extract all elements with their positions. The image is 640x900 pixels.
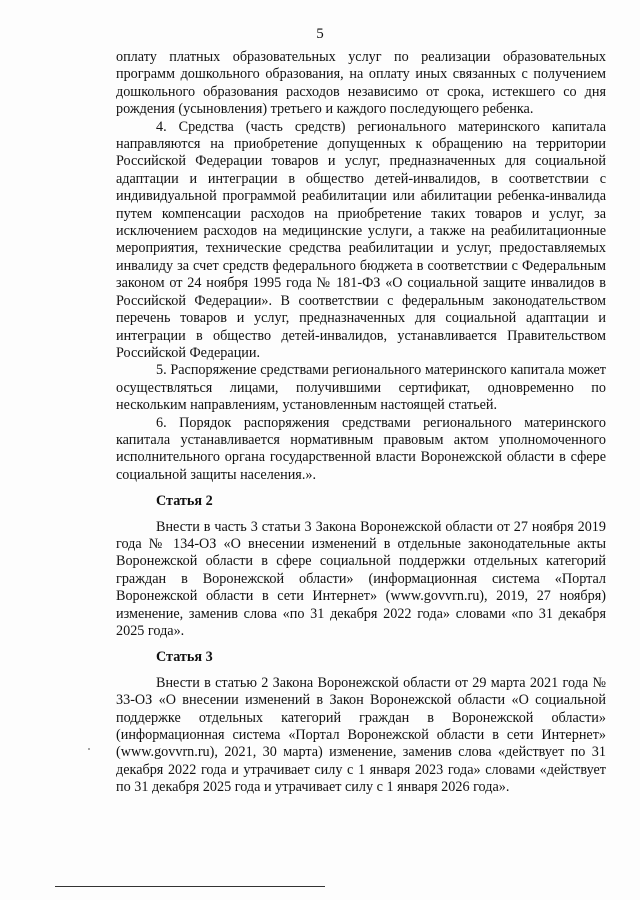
article-3-heading: Статья 3 <box>156 649 213 666</box>
paragraph-item-5: 5. Распоряжение средствами регионального материнского капитала может осуществляться лицами, получившими сертификат, одновременно по нескольким направлениям, установленным настоящей статьей. <box>116 362 606 414</box>
footer-rule <box>55 886 325 887</box>
paragraph-continuation: оплату платных образовательных услуг по реализации образовательных программ дошкольного образования, на оплату иных связанных с получением дошкольного образования расходов независимо от срока, истекшего со дня рождения (усыновления) третьего и каждого последующего ребенка. <box>116 49 606 118</box>
article-3-text: Внести в статью 2 Закона Воронежской области от 29 марта 2021 года № 33-ОЗ «О внесении изменений в Закон Воронежской области «О социальной поддержке отдельных категорий граждан в Воронежской области» (информационная система «Портал Воронежской области в сети Интернет» (www.govvrn.ru), 2021, 30 марта) изменение, заменив слова «действует по 31 декабря 2022 года и утрачивает силу с 1 января 2023 года» словами «действует по 31 декабря 2025 года и утрачивает силу с 1 января 2026 года». <box>116 674 606 796</box>
paragraph-item-6: 6. Порядок распоряжения средствами регионального материнского капитала устанавливается нормативным правовым актом уполномоченного исполнительного органа государственной власти Воронежской области в сфере социальной защиты населения.». <box>116 414 606 483</box>
article-2-text: Внести в часть 3 статьи 3 Закона Воронежской области от 27 ноября 2019 года № 134-ОЗ «О внесении изменений в отдельные законодательные акты Воронежской области в сфере социальной поддержки отдельных категорий граждан в Воронежской области» (информационная система «Портал Воронежской области в сети Интернет» (www.govvrn.ru), 2019, 27 ноября) изменение, заменив слова «по 31 декабря 2022 года» словами «по 31 декабря 2025 года». <box>116 518 606 639</box>
page-number: 5 <box>316 26 324 42</box>
paragraph-item-4: 4. Средства (часть средств) регионального материнского капитала направляются на приобретение допущенных к обращению на территории Российской Федерации товаров и услуг, предназначенных для социальной адаптации и интеграции в общество детей-инвалидов, в соответствии с индивидуальной программой реабилитации или абилитации ребенка-инвалида путем компенсации расходов на приобретение таких товаров и услуг, за исключением расходов на медицинские услуги, а также на реабилитационные мероприятия, технические средства реабилитации и услуг, предоставляемых инвалиду за счет средств федерального бюджета в соответствии с Федеральным законом от 24 ноября 1995 года № 181-ФЗ «О социальной защите инвалидов в Российской Федерации». В соответствии с федеральным законодательством перечень товаров и услуг, предназначенных для социальной адаптации и интеграции в общество детей-инвалидов, устанавливается Правительством Российской Федерации. <box>116 118 606 361</box>
article-2-heading: Статья 2 <box>156 493 213 510</box>
document-body <box>116 49 606 797</box>
scan-speck <box>88 748 90 750</box>
